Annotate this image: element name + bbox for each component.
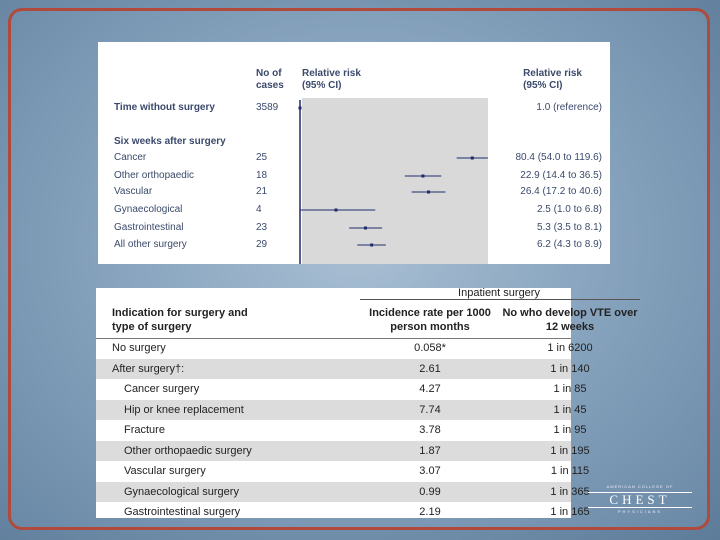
point-estimate xyxy=(334,209,337,212)
forest-row-cases: 25 xyxy=(256,152,268,163)
table-row xyxy=(96,502,590,522)
row-indication: After surgery†: xyxy=(112,362,185,375)
row-incidence-rate: 0.99 xyxy=(419,485,441,498)
row-incidence-rate: 4.27 xyxy=(419,383,441,395)
row-vte: 1 in 365 xyxy=(550,485,590,498)
row-indication: No surgery xyxy=(112,342,166,354)
header-relative-risk-text: Relative risk (95% CI) xyxy=(523,68,582,91)
row-vte: 1 in 6200 xyxy=(547,342,593,354)
logo-bottom-text: PHYSICIANS xyxy=(617,509,663,514)
row-incidence-rate: 2.19 xyxy=(419,506,441,518)
forest-row-label: Cancer xyxy=(114,152,147,163)
row-indication: Other orthopaedic surgery xyxy=(124,444,252,457)
chest-logo xyxy=(584,484,696,518)
row-vte: 1 in 95 xyxy=(553,424,587,436)
row-indication: Vascular surgery xyxy=(124,465,206,477)
row-incidence-rate: 0.058* xyxy=(414,342,446,354)
forest-row-label: Other orthopaedic xyxy=(114,170,195,181)
point-estimate xyxy=(370,244,373,247)
row-indication: Gynaecological surgery xyxy=(124,485,239,498)
table-row xyxy=(96,441,590,461)
forest-plot-marks xyxy=(98,42,610,264)
forest-row-rr-text: 1.0 (reference) xyxy=(536,102,602,113)
row-indication: Hip or knee replacement xyxy=(124,403,244,416)
forest-plot-panel xyxy=(98,42,610,264)
row-incidence-rate: 1.87 xyxy=(419,444,441,457)
row-incidence-rate: 7.74 xyxy=(419,403,441,416)
forest-row-rr-text: 5.3 (3.5 to 8.1) xyxy=(536,222,602,233)
forest-row-cases: 4 xyxy=(256,204,262,215)
point-estimate xyxy=(471,157,474,160)
col-header-indication: Indication for surgery and type of surgery xyxy=(112,307,248,333)
row-incidence-rate: 3.07 xyxy=(419,465,441,477)
row-vte: 1 in 195 xyxy=(550,444,590,457)
row-vte: 1 in 115 xyxy=(550,465,590,477)
header-relative-risk-plot: Relative risk (95% CI) xyxy=(302,68,361,91)
forest-row-label: All other surgery xyxy=(114,239,187,250)
table-row xyxy=(96,379,587,399)
forest-row-rr-text: 26.4 (17.2 to 40.6) xyxy=(520,186,602,197)
incidence-table xyxy=(96,287,638,518)
row-indication: Cancer surgery xyxy=(124,383,200,395)
table-row xyxy=(96,400,587,420)
row-vte: 1 in 140 xyxy=(550,362,590,375)
col-header-rate: Incidence rate per 1000 person months xyxy=(369,307,491,333)
row-indication: Gastrointestinal surgery xyxy=(124,506,241,518)
forest-row-cases: 18 xyxy=(256,170,268,181)
row-vte: 1 in 85 xyxy=(553,383,587,395)
forest-row-label: Six weeks after surgery xyxy=(114,136,226,147)
forest-row-label: Gastrointestinal xyxy=(114,222,184,233)
header-no-of-cases: No of cases xyxy=(256,68,284,91)
row-vte: 1 in 165 xyxy=(550,506,590,518)
forest-row-label: Vascular xyxy=(114,186,153,197)
forest-row-rr-text: 6.2 (4.3 to 8.9) xyxy=(536,239,602,250)
group-header-rule xyxy=(360,299,640,300)
forest-row-label: Time without surgery xyxy=(114,102,215,113)
table-row xyxy=(96,338,593,358)
logo-main-text: CHEST xyxy=(588,492,692,508)
table-row xyxy=(96,420,587,440)
forest-row-rr-text: 22.9 (14.4 to 36.5) xyxy=(520,170,602,181)
logo-top-text: AMERICAN COLLEGE OF xyxy=(606,484,674,489)
row-incidence-rate: 3.78 xyxy=(419,424,441,436)
forest-row-cases: 23 xyxy=(256,222,268,233)
forest-row-cases: 3589 xyxy=(256,102,279,113)
forest-row-rr-text: 2.5 (1.0 to 6.8) xyxy=(536,204,602,215)
point-estimate xyxy=(427,191,430,194)
row-indication: Fracture xyxy=(124,424,165,436)
table-row xyxy=(96,482,590,502)
forest-row-label: Gynaecological xyxy=(114,204,183,215)
row-vte: 1 in 45 xyxy=(553,403,587,416)
forest-row-cases: 21 xyxy=(256,186,268,197)
table-row xyxy=(96,461,590,481)
forest-row-rr-text: 80.4 (54.0 to 119.6) xyxy=(515,152,602,163)
group-header-inpatient: Inpatient surgery xyxy=(458,287,540,299)
row-incidence-rate: 2.61 xyxy=(419,362,441,375)
forest-row-cases: 29 xyxy=(256,239,268,250)
col-header-vte: No who develop VTE over 12 weeks xyxy=(502,307,638,333)
table-row xyxy=(96,359,590,379)
point-estimate xyxy=(421,175,424,178)
point-estimate xyxy=(364,227,367,230)
